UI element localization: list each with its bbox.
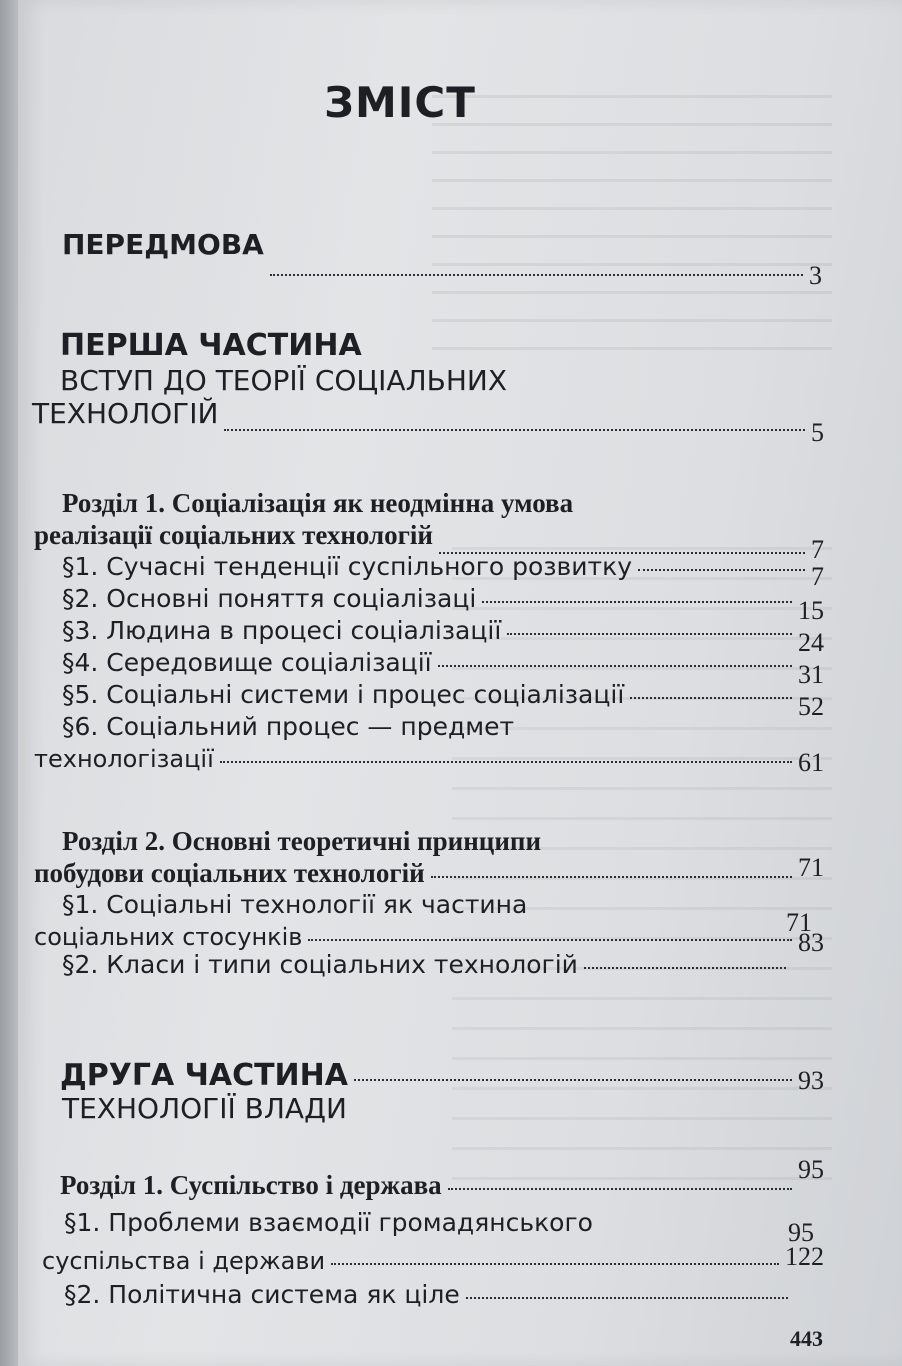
toc-entry-political-system [64, 1280, 794, 1309]
toc-entry-title-line1: §1. Проблеми взаємодії громадянського [64, 1208, 593, 1237]
toc-entry-civil-society [42, 1242, 824, 1276]
toc-entry-title: ПЕРЕДМОВА [62, 228, 264, 261]
dot-leader [507, 633, 792, 635]
chapter-title-line2: побудови соціальних технологій [34, 858, 425, 888]
toc-entry [62, 616, 824, 657]
toc-entry-title: §2. Класи і типи соціальних технологій [62, 950, 578, 979]
dot-leader [220, 761, 792, 763]
page-number: 122 [785, 1242, 824, 1271]
toc-entry-title-line1: §1. Соціальні технології як частина [62, 890, 528, 919]
page-number: 61 [798, 748, 824, 777]
page-number: 93 [798, 1066, 824, 1095]
dot-leader [308, 939, 792, 941]
page-number: 71 [786, 908, 812, 937]
page-number: 15 [798, 596, 824, 625]
toc-entry-title: §4. Середовище соціалізації [62, 648, 432, 677]
part-title: ДРУГА ЧАСТИНА [60, 1058, 348, 1093]
book-spine-edge [0, 0, 18, 1366]
dot-leader [482, 601, 792, 603]
page-number: 71 [798, 853, 824, 882]
page-number: 95 [798, 1155, 824, 1184]
dot-leader [448, 1188, 792, 1190]
dot-leader [638, 569, 805, 571]
toc-entry-social-relations [34, 922, 824, 957]
page-number: 52 [798, 692, 824, 721]
dot-leader [630, 697, 792, 699]
dot-leader [270, 274, 803, 276]
toc-entry-chapter1 [34, 520, 824, 564]
page-number: 5 [811, 418, 824, 447]
toc-entry-title: §3. Людина в процесі соціалізації [62, 616, 502, 645]
toc-entry-title-line2: технологізації [34, 745, 214, 773]
toc-entry-title: §1. Сучасні тенденції суспільного розвитку [62, 552, 632, 581]
dot-leader [331, 1263, 779, 1265]
part-subtitle-line1: ВСТУП ДО ТЕОРІЇ СОЦІАЛЬНИХ [60, 364, 508, 397]
part-subtitle: ТЕХНОЛОГІЇ ВЛАДИ [62, 1092, 347, 1125]
page-number: 24 [798, 628, 824, 657]
dot-leader [438, 665, 792, 667]
part-title: ПЕРША ЧАСТИНА [60, 328, 362, 363]
toc-entry [62, 680, 824, 721]
page-number: 3 [809, 261, 822, 290]
dot-leader [354, 1079, 792, 1081]
toc-entry-foreword [62, 228, 822, 290]
chapter-title-line2: реалізації соціальних технологій [34, 520, 433, 550]
toc-entry-title: §5. Соціальні системи і процес соціалізації [62, 680, 625, 709]
dot-leader [584, 967, 786, 969]
toc-entry-title-line1: §6. Соціальний процес — предмет [62, 712, 515, 741]
page-number: 95 [788, 1218, 814, 1247]
show-through-texture [432, 90, 832, 350]
page-number: 7 [811, 535, 824, 564]
toc-entry-section6 [34, 744, 824, 777]
dot-leader [224, 429, 805, 431]
toc-entry-title: §2. Основні поняття соціалізаці [62, 584, 477, 613]
dot-leader [431, 876, 792, 878]
toc-entry-part2 [60, 1058, 824, 1093]
chapter-title: Розділ 1. Суспільство і держава [60, 1170, 442, 1200]
toc-entry-chapter2 [34, 853, 824, 889]
part-subtitle-line2: ТЕХНОЛОГІЙ [32, 397, 219, 430]
page-number: 83 [798, 928, 824, 957]
toc-entry [62, 584, 824, 625]
toc-entry-chapter-society [60, 1155, 824, 1201]
page-folio-number: 443 [790, 1326, 823, 1351]
page-number: 31 [798, 660, 824, 689]
toc-entry-title-line2: суспільства і держави [42, 1247, 326, 1275]
toc-entry [62, 648, 824, 689]
chapter-title-line1: Розділ 1. Соціалізація як неодмінна умова [62, 488, 574, 518]
toc-entry-classes-types [62, 950, 792, 979]
page-title: ЗМІСТ [324, 78, 476, 127]
page-number: 7 [811, 562, 824, 591]
toc-entry-part1 [32, 397, 824, 447]
toc-entry [62, 552, 824, 591]
dot-leader [466, 1297, 788, 1299]
toc-entry-title-line2: соціальних стосунків [34, 923, 303, 951]
toc-entry-title: §2. Політична система як ціле [64, 1280, 460, 1309]
chapter-title-line1: Розділ 2. Основні теоретичні принципи [62, 826, 542, 856]
